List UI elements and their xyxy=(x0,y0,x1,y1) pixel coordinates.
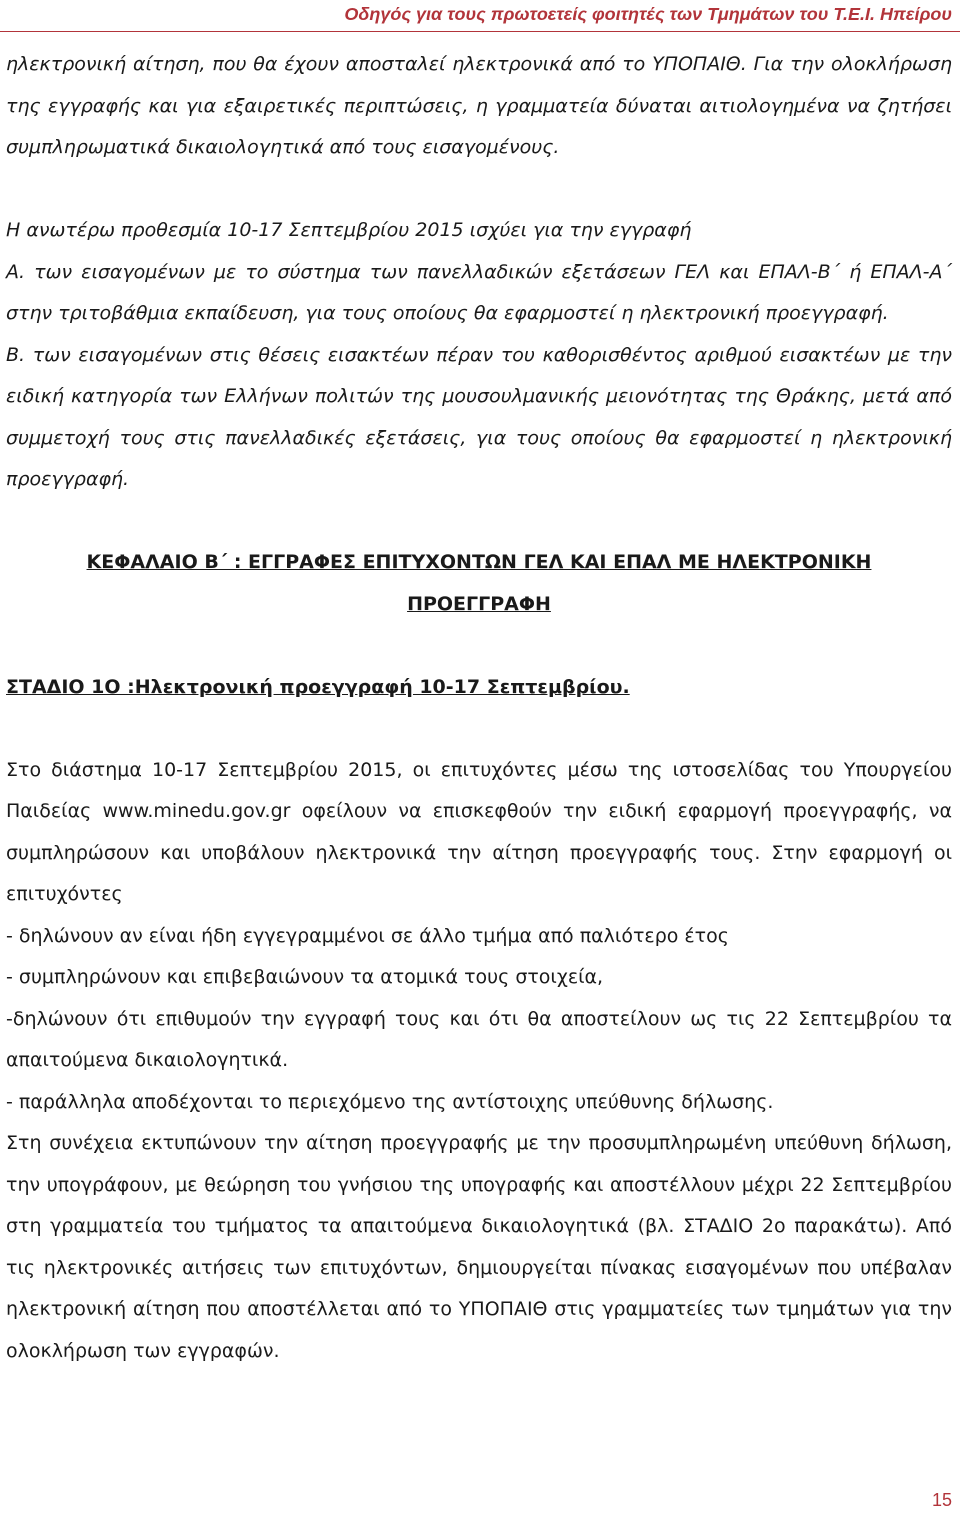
spacer xyxy=(6,169,952,211)
chapter-heading-line-1: ΚΕΦΑΛΑΙΟ Β΄ : ΕΓΓΡΑΦΕΣ ΕΠΙΤΥΧΟΝΤΩΝ ΓΕΛ ΚΑΙ ΕΠΑΛ ΜΕ ΗΛΕΚΤΡΟΝΙΚΗ xyxy=(86,551,872,573)
paragraph-case-b: Β. των εισαγομένων στις θέσεις εισακτέων πέραν του καθορισθέντος αριθμού εισακτέων με την ειδική κατηγορία των Ελλήνων πολιτών της μουσουλμανικής μειονότητας της Θράκης, μετά από συμμετοχή τους στις πανελλαδικές εξετάσεις, για τους οποίους θα εφαρμοστεί η ηλεκτρονική προεγγραφή. xyxy=(6,343,952,490)
chapter-heading-line-2: ΠΡΟΕΓΓΡΑΦΗ xyxy=(407,592,551,615)
list-item: - συμπληρώνουν και επιβεβαιώνουν τα ατομικά τους στοιχεία, xyxy=(6,966,604,988)
list-item: -δηλώνουν ότι επιθυμούν την εγγραφή τους και ότι θα αποστείλουν ως τις 22 Σεπτεμβρίου τα απαιτούμενα δικαιολογητικά. xyxy=(6,1007,952,1071)
header-divider xyxy=(0,31,960,32)
spacer xyxy=(6,625,952,667)
stage-heading xyxy=(6,667,952,709)
list-item: - δηλώνουν αν είναι ήδη εγγεγραμμένοι σε άλλο τμήμα από παλιότερο έτος xyxy=(6,924,729,947)
list-item: - παράλληλα αποδέχονται το περιεχόμενο της αντίστοιχης υπεύθυνης δήλωσης. xyxy=(6,1090,774,1113)
paragraph-preregistration: Στο διάστημα 10-17 Σεπτεμβρίου 2015, οι επιτυχόντες μέσω της ιστοσελίδας του Υπουργείου Παιδείας www.minedu.gov.gr οφείλουν να επισκεφθούν την ειδική εφαρμογή προεγγραφής, να συμπληρώσουν και υποβάλουν ηλεκτρονικά την αίτηση προεγγραφής τους. Στην εφαρμογή οι επιτυχόντες xyxy=(6,758,952,905)
chapter-heading xyxy=(6,542,952,625)
spacer xyxy=(6,501,952,543)
document-body xyxy=(6,44,952,1372)
paragraph-case-a: Α. των εισαγομένων με το σύστημα των πανελλαδικών εξετάσεων ΓΕΛ και ΕΠΑΛ-Β΄ ή ΕΠΑΛ-Α΄ στην τριτοβάθμια εκπαίδευση, για τους οποίους θα εφαρμοστεί η ηλεκτρονική προεγγραφή. xyxy=(6,260,952,324)
paragraph-electronic-application: ηλεκτρονική αίτηση, που θα έχουν αποσταλεί ηλεκτρονικά από το ΥΠΟΠΑΙΘ. Για την ολοκλήρωση της εγγραφής και για εξαιρετικές περιπτώσεις, η γραμματεία δύναται αιτιολογημένα να ζητήσει συμπληρωματικά δικαιολογητικά από τους εισαγομένους. xyxy=(6,53,952,158)
paragraph-deadline: Η ανωτέρω προθεσμία 10-17 Σεπτεμβρίου 2015 ισχύει για την εγγραφή xyxy=(6,219,692,241)
paragraph-print-and-send: Στη συνέχεια εκτυπώνουν την αίτηση προεγγραφής με την προσυμπληρωμένη υπεύθυνη δήλωση, την υπογράφουν, με θεώρηση του γνήσιου της υπογραφής και αποστέλλουν μέχρι 22 Σεπτεμβρίου στη γραμματεία του τμήματος τα απαιτούμενα δικαιολογητικά (βλ. ΣΤΑΔΙΟ 2ο παρακάτω). Από τις ηλεκτρονικές αιτήσεις των επιτυχόντων, δημιουργείται πίνακας εισαγομένων που υπέβαλαν ηλεκτρονική αίτηση που αποστέλλεται από το ΥΠΟΠΑΙΘ στις γραμματείες των τμημάτων για την ολοκλήρωση των εγγραφών. xyxy=(6,1132,952,1362)
spacer xyxy=(6,708,952,750)
running-header: Οδηγός για τους πρωτοετείς φοιτητές των Τμημάτων του Τ.Ε.Ι. Ηπείρου xyxy=(344,4,952,24)
stage-heading-text: ΣΤΑΔΙΟ 1Ο :Ηλεκτρονική προεγγραφή 10-17 Σεπτεμβρίου. xyxy=(6,675,630,698)
page-number: 15 xyxy=(931,1490,952,1510)
